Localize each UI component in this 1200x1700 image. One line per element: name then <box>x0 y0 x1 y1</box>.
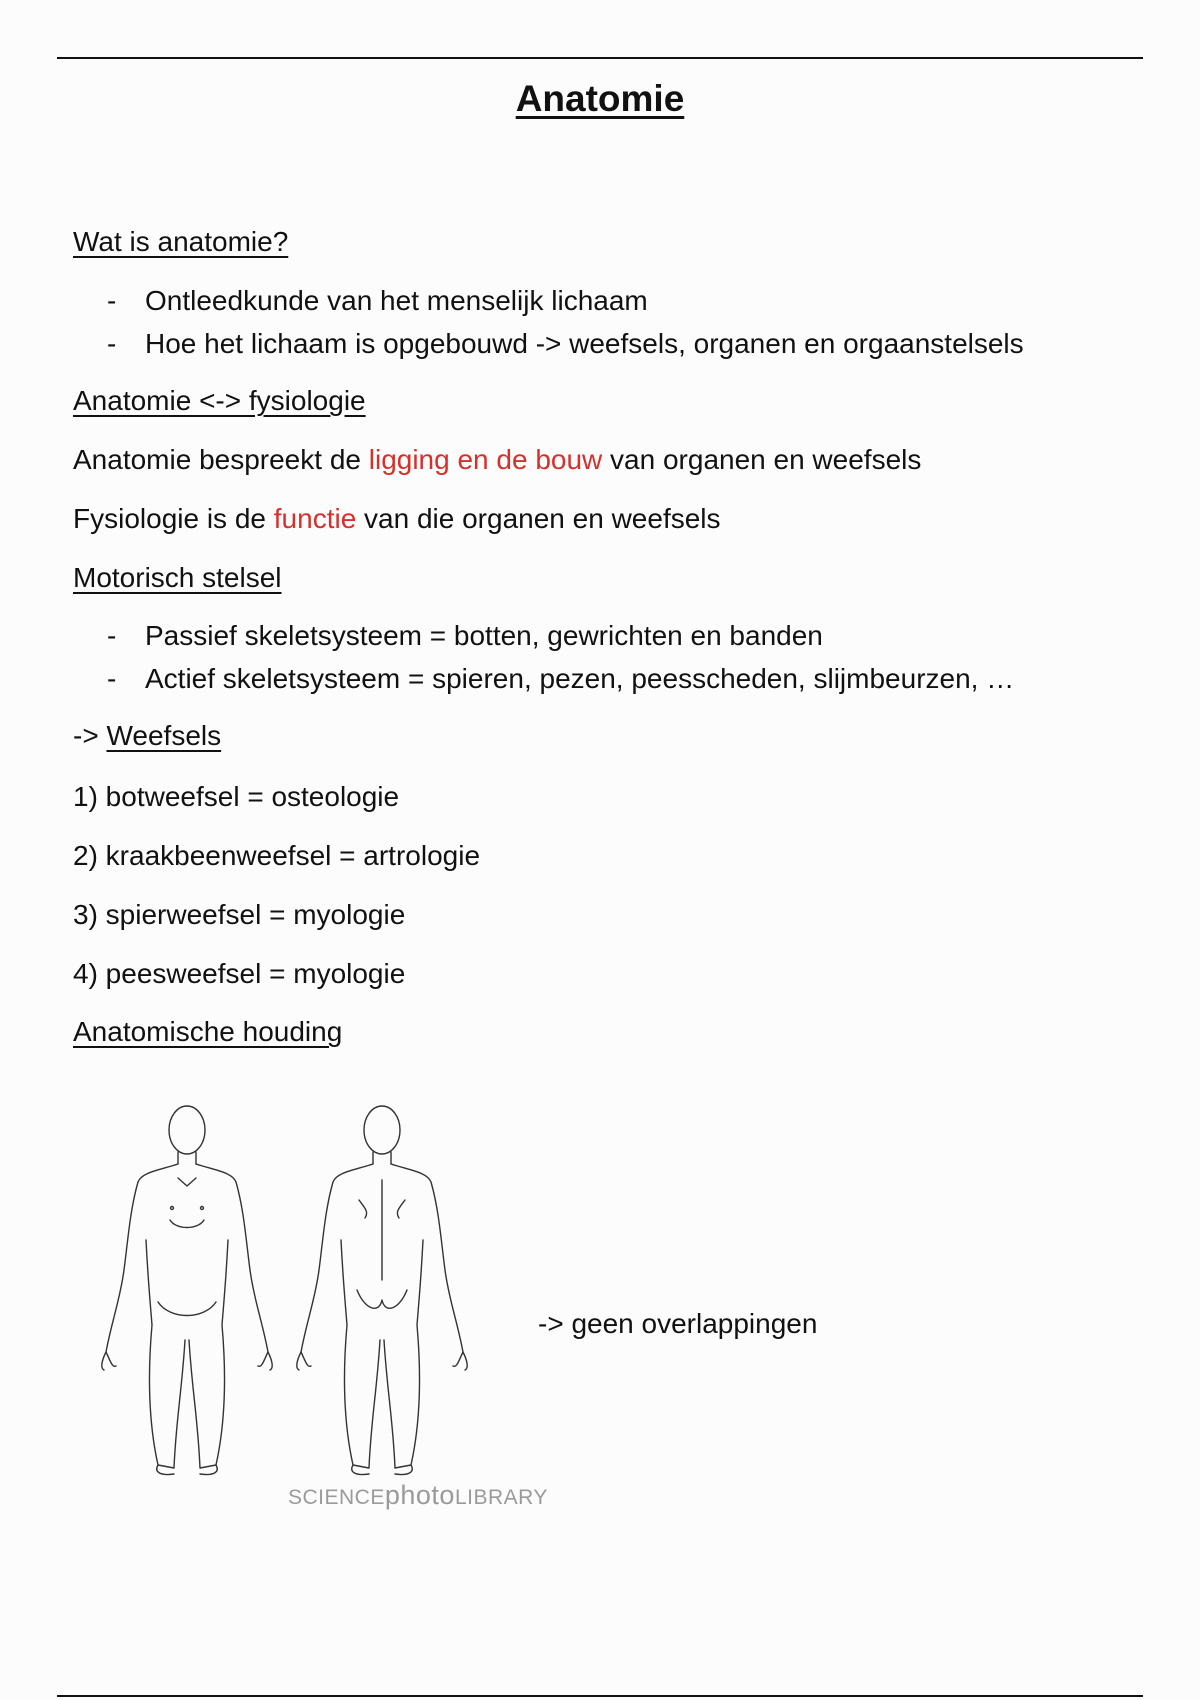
heading-motorisch-stelsel: Motorisch stelsel <box>73 562 282 593</box>
fysiologie-definition: Fysiologie is de functie van die organen en weefsels <box>73 503 721 534</box>
bottom-rule <box>57 1695 1143 1697</box>
tissue-item: 1) botweefsel = osteologie <box>73 781 400 812</box>
highlight-text: ligging en de bouw <box>368 444 603 475</box>
list-item: - Passief skeletsysteem = botten, gewrichten en banden <box>107 620 823 651</box>
bullet-dash: - <box>107 663 117 694</box>
body-outline-illustration <box>100 1090 520 1480</box>
bullet-dash: - <box>107 285 117 316</box>
heading-anatomie-fysiologie: Anatomie <-> fysiologie <box>73 385 366 416</box>
heading-wat-is-anatomie: Wat is anatomie? <box>73 226 289 257</box>
tissue-item: 3) spierweefsel = myologie <box>73 899 406 930</box>
bullet-dash: - <box>107 328 117 359</box>
tissue-item: 2) kraakbeenweefsel = artrologie <box>73 840 481 871</box>
heading-anatomische-houding: Anatomische houding <box>73 1016 343 1047</box>
front-body-figure <box>102 1106 272 1475</box>
page-title: Anatomie <box>515 78 685 119</box>
list-item: - Ontleedkunde van het menselijk lichaam <box>107 285 648 316</box>
highlight-text: functie <box>273 503 357 534</box>
anatomie-definition: Anatomie bespreekt de ligging en de bouw van organen en weefsels <box>73 444 922 475</box>
heading-weefsels: -> Weefsels <box>73 720 222 751</box>
tissue-item: 4) peesweefsel = myologie <box>73 958 406 989</box>
back-body-figure <box>297 1106 467 1475</box>
geen-overlappingen-note: -> geen overlappingen <box>538 1308 818 1339</box>
list-item: - Actief skeletsysteem = spieren, pezen, peesscheden, slijmbeurzen, … <box>107 663 1015 694</box>
top-rule <box>57 57 1143 59</box>
anatomical-position-figure <box>100 1090 548 1510</box>
list-item: - Hoe het lichaam is opgebouwd -> weefsels, organen en orgaanstelsels <box>107 328 1024 359</box>
bullet-dash: - <box>107 620 117 651</box>
watermark: SCIENCEphotoLIBRARY <box>288 1480 548 1510</box>
